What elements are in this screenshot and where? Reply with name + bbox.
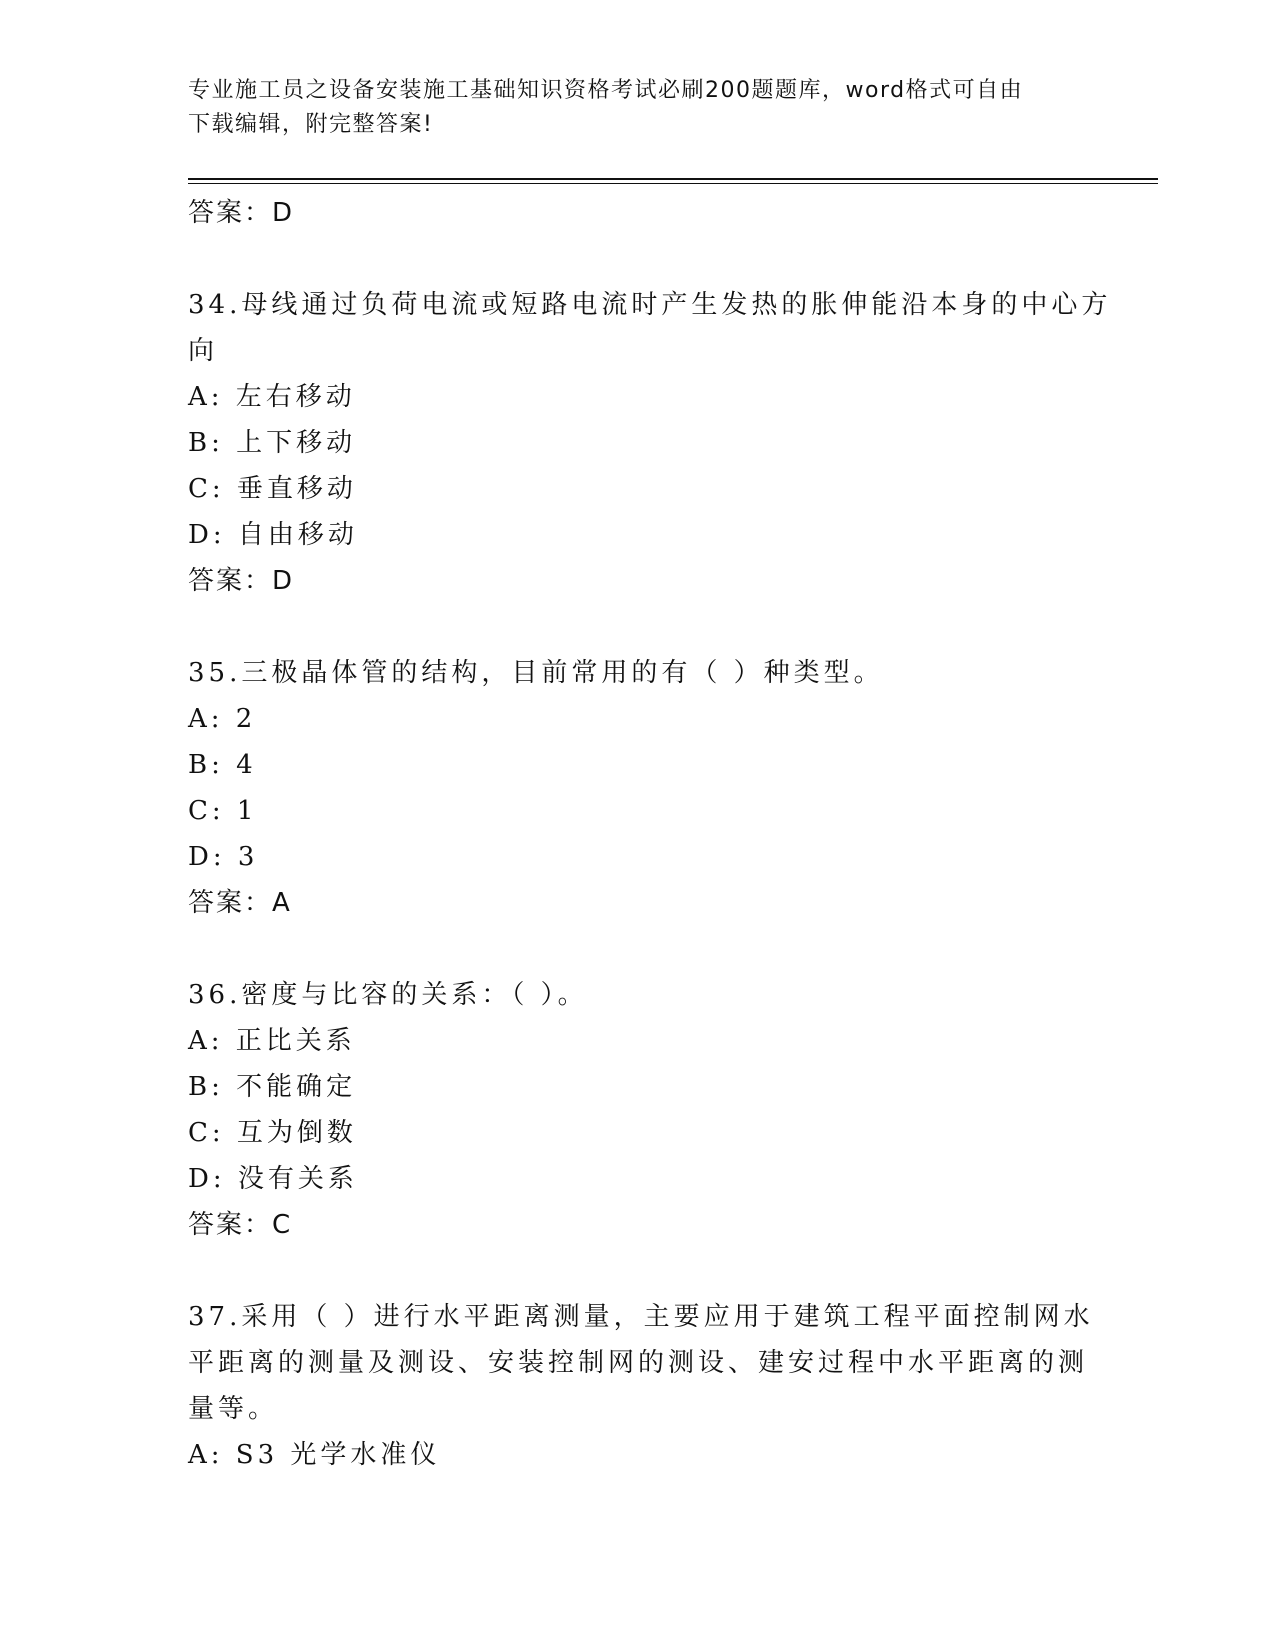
option-c: C: 1: [188, 796, 258, 826]
question-37: [188, 1294, 1094, 1478]
answer: 答案：C: [188, 1210, 293, 1240]
header-line-2: 下载编辑，附完整答案!: [188, 112, 434, 137]
question-36: [188, 972, 1088, 1248]
spacer: [188, 236, 1088, 282]
answer: 答案：D: [188, 566, 295, 596]
header-line-1: 专业施工员之设备安装施工基础知识资格考试必刷200题题库，word格式可自由: [188, 78, 1024, 103]
header-rule-thick: [188, 178, 1158, 180]
option-b: B: 上下移动: [188, 428, 357, 458]
question-text-cont: 量等。: [188, 1394, 279, 1424]
question-text: 36.密度与比容的关系：（ ）。: [188, 980, 588, 1010]
option-a: A: 2: [188, 704, 257, 734]
spacer: [188, 1248, 1088, 1294]
option-b: B: 4: [188, 750, 257, 780]
question-35: [188, 650, 1088, 926]
spacer: [188, 604, 1088, 650]
option-b: B: 不能确定: [188, 1072, 357, 1102]
question-text: 35.三极晶体管的结构，目前常用的有（ ）种类型。: [188, 658, 884, 688]
question-list: [188, 190, 1112, 1478]
document-header: [188, 74, 1068, 142]
option-c: C: 垂直移动: [188, 474, 357, 504]
question-text-cont: 向: [188, 336, 219, 366]
question-text-cont: 平距离的测量及测设、安装控制网的测设、建安过程中水平距离的测: [188, 1348, 1089, 1378]
option-a: A: 正比关系: [188, 1026, 356, 1056]
previous-answer: 答案：D: [188, 198, 295, 228]
spacer: [188, 926, 1088, 972]
option-a: A: S3 光学水准仪: [188, 1440, 441, 1470]
question-text: 37.采用（ ）进行水平距离测量，主要应用于建筑工程平面控制网水: [188, 1302, 1094, 1332]
header-rule-thin: [188, 183, 1158, 184]
option-d: D: 3: [188, 842, 259, 872]
option-d: D: 没有关系: [188, 1164, 358, 1194]
answer: 答案：A: [188, 888, 292, 918]
question-text: 34.母线通过负荷电流或短路电流时产生发热的胀伸能沿本身的中心方: [188, 290, 1112, 320]
option-a: A: 左右移动: [188, 382, 356, 412]
option-d: D: 自由移动: [188, 520, 358, 550]
question-34: [188, 282, 1112, 604]
option-c: C: 互为倒数: [188, 1118, 357, 1148]
